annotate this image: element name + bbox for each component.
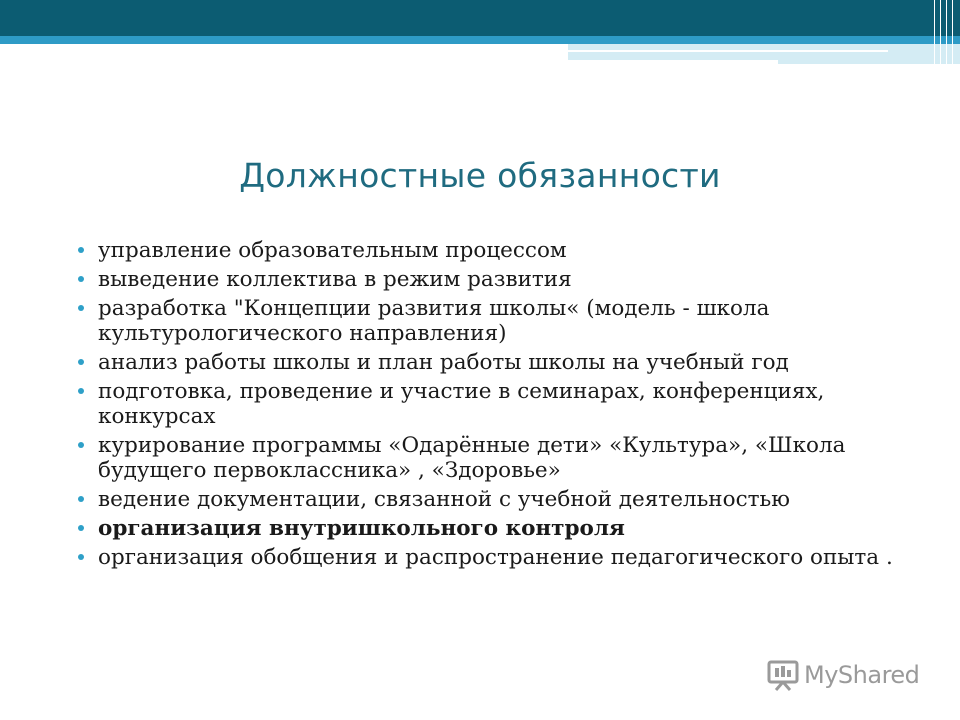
watermark xyxy=(766,655,919,695)
bullet-dot-icon xyxy=(78,554,84,560)
watermark-text: MyShared xyxy=(804,661,920,689)
bullet-item-bold: организация внутришкольного контроля xyxy=(78,516,918,541)
bullet-dot-icon xyxy=(78,276,84,282)
bullet-dot-icon xyxy=(78,442,84,448)
bullet-item: подготовка, проведение и участие в семинарах, конференциях, конкурсах xyxy=(78,379,918,429)
bullet-item: управление образовательным процессом xyxy=(78,238,918,263)
bullet-item: разработка "Концепции развития школы« (модель - школа культурологического направления) xyxy=(78,296,918,346)
bullet-dot-icon xyxy=(78,388,84,394)
header-band-accent xyxy=(0,36,960,44)
bullet-dot-icon xyxy=(78,305,84,311)
bullet-item: выведение коллектива в режим развития xyxy=(78,267,918,292)
bullet-item: организация обобщения и распространение педагогического опыта . xyxy=(78,545,918,570)
bullet-item: курирование программы «Одарённые дети» «Культура», «Школа будущего первоклассника» , «Здоровье» xyxy=(78,433,918,483)
header-vertical-lines xyxy=(930,0,960,64)
slide-title: Должностные обязанности xyxy=(239,156,721,195)
bullet-dot-icon xyxy=(78,247,84,253)
bullet-item: анализ работы школы и план работы школы на учебный год xyxy=(78,350,918,375)
bullet-dot-icon xyxy=(78,496,84,502)
presentation-board-icon xyxy=(766,658,800,692)
bullet-list xyxy=(78,238,918,574)
bullet-dot-icon xyxy=(78,525,84,531)
bullet-item: ведение документации, связанной с учебной деятельностью xyxy=(78,487,918,512)
header-stripe xyxy=(568,60,778,64)
header-stripe xyxy=(568,50,888,52)
header-band-dark xyxy=(0,0,960,36)
bullet-dot-icon xyxy=(78,359,84,365)
